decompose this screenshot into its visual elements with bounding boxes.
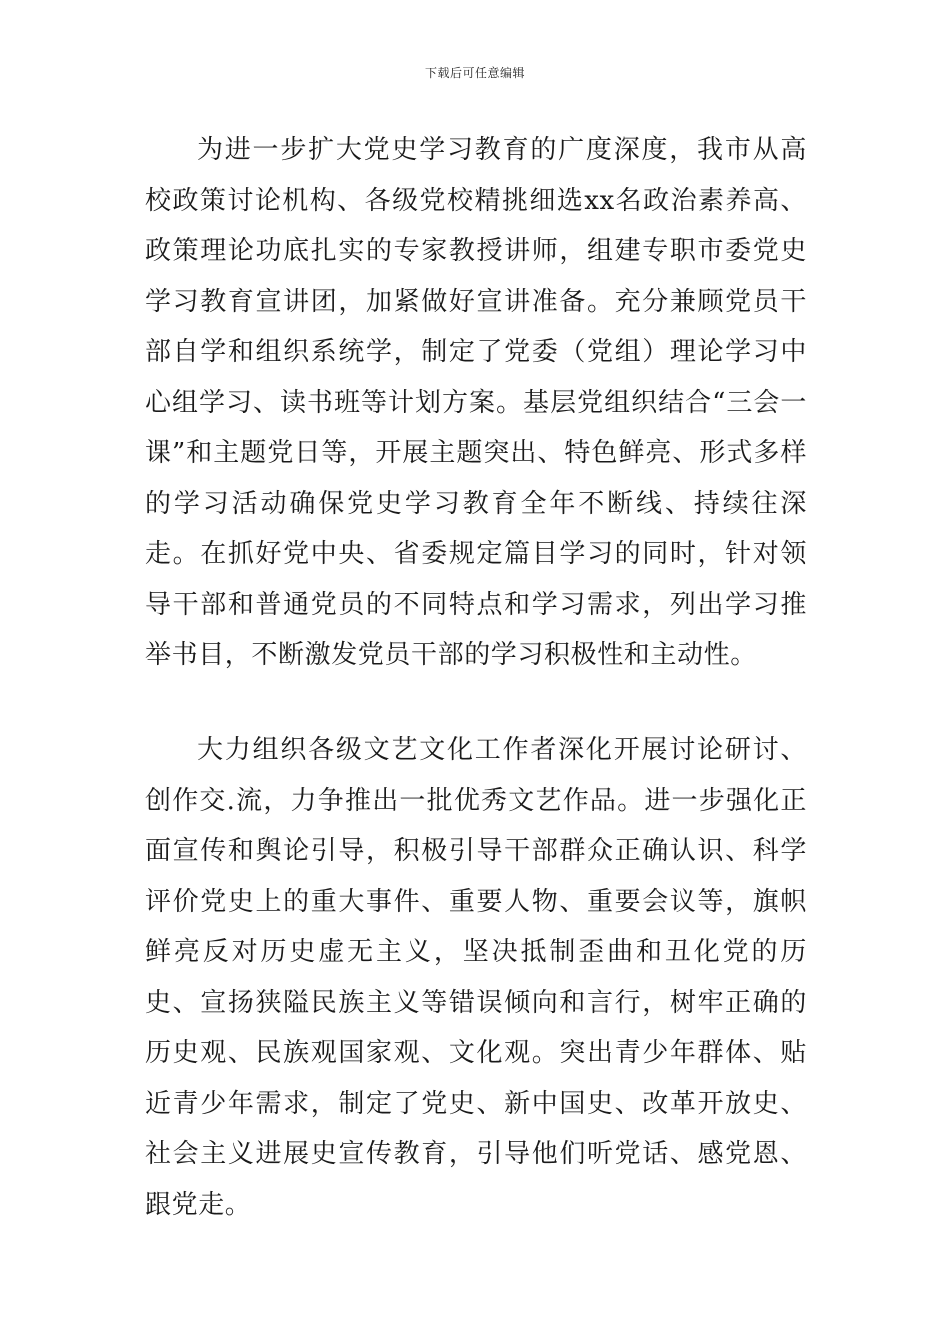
body-paragraph-2: 大力组织各级文艺文化工作者深化开展讨论研讨、创作交.流，力争推出一批优秀文艺作品。进一步强化正面宣传和舆论引导，积极引导干部群众正确认识、科学评价党史上的重大事件、重要人物、重要会议等，旗帜鲜亮反对历史虚无主义，坚决抵制歪曲和丑化党的历史、宣扬狭隘民族主义等错误倾向和言行，树牢正确的历史观、民族观国家观、文化观。突出青少年群体、贴近青少年需求，制定了党史、新中国史、改革开放史、社会主义进展史宣传教育，引导他们听党话、感党恩、跟党走。 [145, 735, 807, 1220]
page-header: 下载后可任意编辑 [424, 66, 525, 80]
body-paragraph-1: 为进一步扩大党史学习教育的广度深度，我市从高校政策讨论机构、各级党校精挑细选xx名政治素养高、政策理论功底扎实的专家教授讲师，组建专职市委党史学习教育宣讲团，加紧做好宣讲准备。充分兼顾党员干部自学和组织系统学，制定了党委（党组）理论学习中心组学习、读书班等计划方案。基层党组织结合“三会一课”和主题党日等，开展主题突出、特色鲜亮、形式多样的学习活动确保党史学习教育全年不断线、持续往深走。在抓好党中央、省委规定篇目学习的同时，针对领导干部和普通党员的不同特点和学习需求，列出学习推举书目，不断激发党员干部的学习积极性和主动性。 [145, 135, 807, 670]
